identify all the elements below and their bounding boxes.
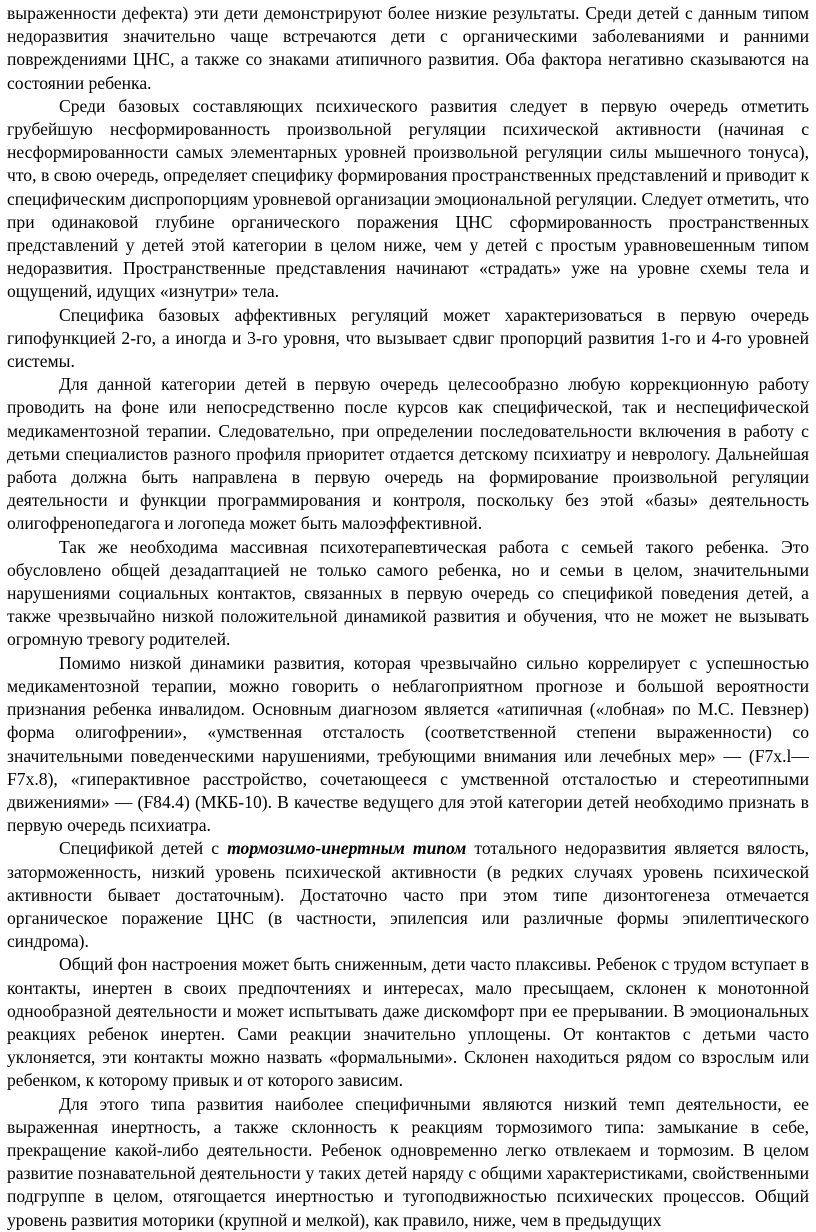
- paragraph-family-work: Так же необходима массивная психотерапевтическая работа с семьей такого ребенка. Это обусловлено общей дезадаптацией не только самого ребенка, но и семьи в целом, значительными нарушениями социальных контактов, связанных в первую очередь со спецификой поведения детей, а также чрезвычайно низкой положительной динамикой развития и обучения, что не может не вызывать огромную тревогу родителей.: [7, 536, 809, 650]
- paragraph-inert-type: [7, 837, 809, 953]
- paragraph-continued-intro: выраженности дефекта) эти дети демонстрируют более низкие результаты. Среди детей с данным типом недоразвития значительно чаще встречаются дети с органическими заболеваниями и ранними повреждениями ЦНС, а также со знаками атипичного развития. Оба фактора негативно сказываются на состоянии ребенка.: [7, 3, 809, 93]
- paragraph-affective-regulation: Специфика базовых аффективных регуляций может характеризоваться в первую очередь гипофункцией 2-го, а иногда и 3-го уровня, что вызывает сдвиг пропорций развития 1-го и 4-го уровней системы.: [7, 304, 809, 372]
- paragraph-inert-type-lead: Спецификой детей с: [59, 838, 228, 859]
- paragraph-prognosis: Помимо низкой динамики развития, которая чрезвычайно сильно коррелирует с успешностью медикаментозной терапии, можно говорить о неблагоприятном прогнозе и большой вероятности признания ребенка инвалидом. Основным диагнозом является «атипичная («лобная» по М.С. Певзнер) форма олигофрении», «умственная отсталость (соответственной степени выраженности) со значительными поведенческими нарушениями, требующими внимания или лечебных мер» — (F7x.l—F7x.8), «гиперактивное расстройство, сочетающееся с умственной отсталостью и стереотипными движениями» — (F84.4) (МКБ-10). В качестве ведущего для этой категории детей необходимо признать в первую очередь психиатра.: [7, 652, 809, 836]
- paragraph-activity-tempo: Для этого типа развития наиболее специфичными являются низкий темп деятельности, ее выраженная инертность, а также склонность к реакциям тормозимого типа: замыкание в себе, прекращение какой-либо деятельности. Ребенок одновременно легко отвлекаем и тормозим. В целом развитие познавательной деятельности у таких детей наряду с общими характеристиками, свойственными подгруппе в целом, отягощается инертностью и тугоподвижностью психических процессов. Общий уровень развития моторики (крупной и мелкой), как правило, ниже, чем в предыдущих: [7, 1093, 809, 1230]
- paragraph-correction-work: Для данной категории детей в первую очередь целесообразно любую коррекционную работу проводить на фоне или непосредственно после курсов как специфической, так и неспецифической медикаментозной терапии. Следовательно, при определении последовательности включения в работу с детьми специалистов разного профиля приоритет отдается детскому психиатру и неврологу. Дальнейшая работа должна быть направлена в первую очередь на формирование произвольной регуляции деятельности и функции программирования и контроля, поскольку без этой «базы» деятельность олигофренопедагога и логопеда может быть малоэффективной.: [7, 374, 809, 534]
- paragraph-basic-components: Среди базовых составляющих психического развития следует в первую очередь отметить грубейшую несформированность произвольной регуляции психической активности (начиная с несформированности самых элементарных уровней произвольной регуляции силы мышечного тонуса), что, в свою очередь, определяет специфику формирования пространственных представлений и приводит к специфическим диспропорциям уровневой организации эмоциональной регуляции. Следует отметить, что при одинаковой глубине органического поражения ЦНС сформированность пространственных представлений у детей этой категории в целом ниже, чем у детей с простым уравновешенным типом недоразвития. Пространственные представления начинают «страдать» уже на уровне схемы тела и ощущений, идущих «изнутри» тела.: [7, 95, 809, 302]
- paragraph-inert-type-rest: тотального недоразвития является вялость, заторможенность, низкий уровень психической активности (в редких случаях уровень психической активности бывает достаточным). Достаточно часто при этом типе дизонтогенеза отмечается органическое поражение ЦНС (в частности, эпилепсия или различные формы эпилептического синдрома).: [7, 838, 809, 952]
- paragraph-mood: Общий фон настроения может быть сниженным, дети часто плаксивы. Ребенок с трудом вступает в контакты, инертен в своих предпочтениях и интересах, мало пресыщаем, склонен к монотонной однообразной деятельности и может испытывать даже дискомфорт при ее прерывании. В эмоциональных реакциях ребенок инертен. Сами реакции значительно уплощены. От контактов с детьми часто уклоняется, эти контакты можно назвать «формальными». Склонен находиться рядом со взрослым или ребенком, к которому привык и от которого зависим.: [7, 954, 809, 1091]
- emphasis-term: тормозимо-инертным типом: [227, 838, 467, 859]
